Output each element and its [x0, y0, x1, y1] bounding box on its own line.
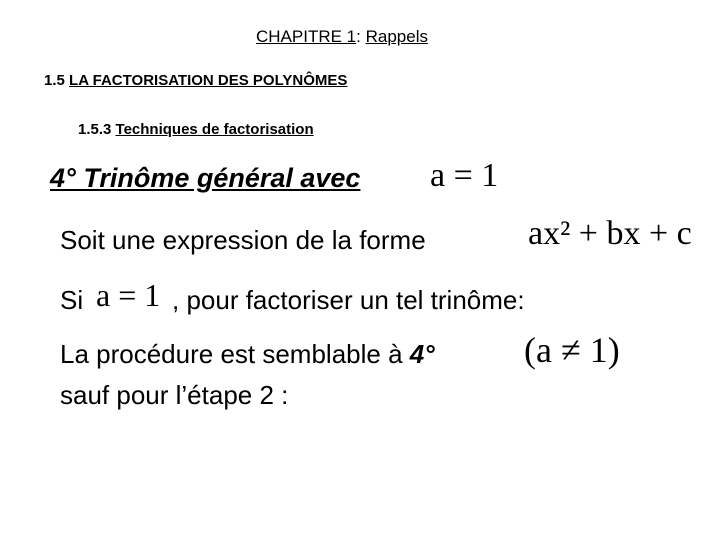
topic-heading-text: 4° Trinôme général avec: [50, 163, 361, 193]
chapter-label: CHAPITRE 1: [256, 27, 357, 46]
procedure-text-main: La procédure est semblable à: [60, 339, 410, 369]
procedure-exception-text: sauf pour l’étape 2 :: [60, 380, 289, 410]
subsection-title: [78, 121, 314, 138]
section-title: [44, 72, 347, 89]
chapter-title: [256, 27, 428, 47]
section-number: 1.5: [44, 72, 70, 89]
subsection-number: 1.5.3: [78, 121, 116, 138]
chapter-name: Rappels: [365, 27, 428, 46]
procedure-text: [60, 339, 435, 370]
condition-formula: a = 1: [96, 277, 161, 313]
condition-text: , pour factoriser un tel trinôme:: [172, 285, 525, 315]
condition-prefix: Si: [60, 285, 84, 315]
procedure-formula: (a ≠ 1): [524, 330, 620, 370]
heading-formula: a = 1: [430, 157, 499, 194]
trinomial-formula: ax² + bx + c: [528, 215, 692, 252]
section-name: LA FACTORISATION DES POLYNÔMES: [69, 72, 348, 89]
procedure-reference: 4°: [409, 339, 435, 369]
chapter-colon: :: [356, 27, 366, 46]
topic-heading: [50, 157, 499, 207]
subsection-name: Techniques de factorisation: [115, 121, 314, 138]
expression-form-text: Soit une expression de la forme: [60, 225, 426, 255]
